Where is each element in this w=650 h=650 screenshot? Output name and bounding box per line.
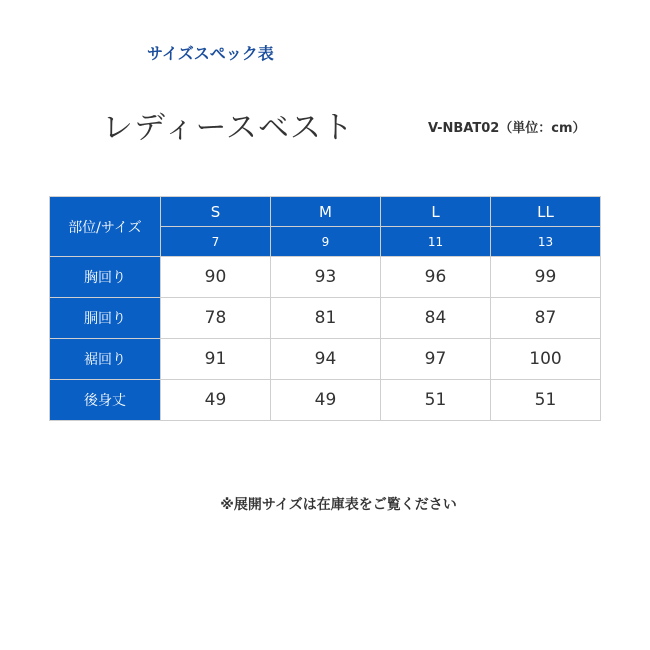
size-number-ll: 13 <box>491 227 601 257</box>
table-cell: 93 <box>271 257 381 298</box>
table-cell: 49 <box>161 380 271 421</box>
corner-header: 部位/サイズ <box>50 197 161 257</box>
model-code: V-NBAT02（単位：cm） <box>428 121 586 136</box>
table-cell: 84 <box>381 298 491 339</box>
table-cell: 99 <box>491 257 601 298</box>
table-cell: 94 <box>271 339 381 380</box>
table-row <box>50 380 601 421</box>
row-label-hem: 裾回り <box>50 339 161 380</box>
row-label-back-length: 後身丈 <box>50 380 161 421</box>
size-header-m: M <box>271 197 381 227</box>
table-cell: 100 <box>491 339 601 380</box>
product-title: レディースベスト <box>102 110 354 146</box>
size-number-l: 11 <box>381 227 491 257</box>
table-cell: 51 <box>381 380 491 421</box>
size-spec-table <box>49 196 601 421</box>
row-label-waist: 胴回り <box>50 298 161 339</box>
table-cell: 81 <box>271 298 381 339</box>
size-header-ll: LL <box>491 197 601 227</box>
table-row <box>50 339 601 380</box>
row-label-chest: 胸回り <box>50 257 161 298</box>
table-cell: 87 <box>491 298 601 339</box>
spec-table-heading: サイズスペック表 <box>147 44 274 63</box>
table-cell: 96 <box>381 257 491 298</box>
size-number-s: 7 <box>161 227 271 257</box>
table-cell: 97 <box>381 339 491 380</box>
size-number-m: 9 <box>271 227 381 257</box>
table-row <box>50 298 601 339</box>
size-label-row <box>50 197 601 227</box>
table-cell: 91 <box>161 339 271 380</box>
table-cell: 49 <box>271 380 381 421</box>
size-header-s: S <box>161 197 271 227</box>
footer-note: ※展開サイズは在庫表をご覧ください <box>220 497 457 513</box>
table-row <box>50 257 601 298</box>
table-cell: 51 <box>491 380 601 421</box>
table-cell: 90 <box>161 257 271 298</box>
table-cell: 78 <box>161 298 271 339</box>
size-header-l: L <box>381 197 491 227</box>
